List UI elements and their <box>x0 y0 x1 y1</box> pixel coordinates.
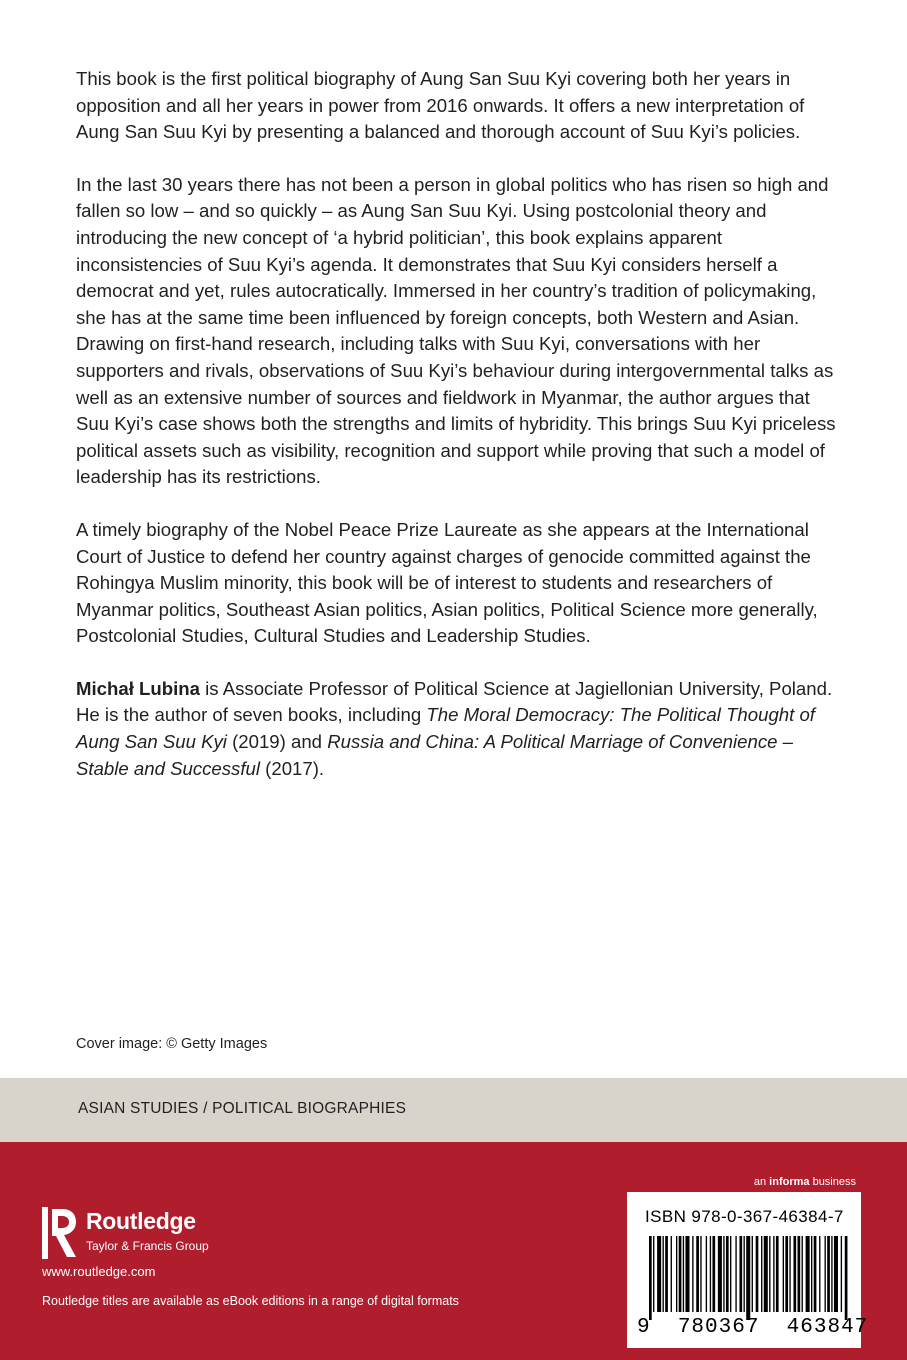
barcode-bar <box>665 1236 668 1312</box>
barcode-bar <box>841 1236 842 1312</box>
barcode-digit-lead: 9 <box>637 1316 651 1339</box>
barcode-bar <box>756 1236 759 1312</box>
author-bio-text-1: is Associate Professor of Political Science at Jagiellonian University, Poland. He is the author of seven books, including <box>76 677 833 726</box>
barcode-bar <box>712 1236 715 1312</box>
barcode-digits-left: 780367 <box>677 1316 760 1339</box>
barcode-bar <box>746 1236 750 1320</box>
author-bio-text-3: (2017). <box>260 757 325 779</box>
publisher-name: Routledge <box>86 1208 196 1234</box>
informa-brand: informa <box>769 1176 810 1188</box>
barcode-bar <box>692 1236 693 1312</box>
informa-suffix: business <box>809 1176 856 1188</box>
barcode-bar <box>696 1236 699 1312</box>
author-book-title-1: The Moral Democracy: The Political Thought of Aung San Suu Kyi <box>76 704 815 753</box>
barcode-bar <box>685 1236 689 1312</box>
barcode-bar <box>834 1236 838 1312</box>
barcode-bar <box>845 1236 848 1320</box>
barcode-digits-right: 463847 <box>786 1316 869 1339</box>
barcode-bar <box>700 1236 701 1312</box>
barcode-bar <box>653 1236 654 1312</box>
barcode-bar <box>773 1236 774 1312</box>
barcode-bar <box>649 1236 652 1320</box>
barcode-bar <box>663 1236 664 1312</box>
barcode-bar <box>806 1236 810 1312</box>
barcode-bar <box>676 1236 677 1312</box>
barcode-bar <box>761 1236 762 1312</box>
barcode-bar <box>783 1236 784 1312</box>
blurb-paragraph-3: A timely biography of the Nobel Peace Prize Laureate as she appears at the International Court of Justice to defend her country against charges of genocide committed against the Rohingya Muslim minority, this book will be of interest to students and researchers of Myanmar politics, Southeast Asian politics, Asian politics, Political Science more generally, Postcolonial Studies, Cultural Studies and Leadership Studies. <box>76 518 818 647</box>
barcode-bar <box>776 1236 779 1312</box>
publisher-band <box>0 1142 907 1360</box>
barcode-bar <box>764 1236 768 1312</box>
informa-tagline <box>754 1176 856 1188</box>
barcode-bar <box>739 1236 742 1312</box>
subject-band <box>0 1078 907 1142</box>
publisher-group: Taylor & Francis Group <box>86 1239 209 1253</box>
barcode-bar <box>793 1236 796 1312</box>
author-bio-text-2: (2019) and <box>226 731 328 753</box>
author-bio <box>76 676 836 782</box>
barcode-bar <box>819 1236 820 1312</box>
back-cover-blurb <box>76 66 836 808</box>
informa-prefix: an <box>753 1176 770 1188</box>
barcode-bar <box>744 1236 745 1312</box>
barcode-bar <box>769 1236 770 1312</box>
blurb-paragraph-2: In the last 30 years there has not been a person in global politics who has risen so high and fallen so low – and so quickly – as Aung San Suu Kyi. Using postcolonial theory and introducing the new concept of ‘a hybrid politician’, this book explains apparent inconsistencies of Suu Kyi’s agenda. It demonstrates that Suu Kyi considers herself a democrat and yet, rules autocratically. Immersed in her country’s tradition of policymaking, she has at the same time been influenced by foreign concepts, both Western and Asian. Drawing on first-hand research, including talks with Suu Kyi, conversations with her supporters and rivals, observations of Suu Kyi’s behaviour during intergovernmental talks as well as an extensive number of sources and fieldwork in Myanmar, the author argues that Suu Kyi’s case shows both the strengths and limits of hybridity. This brings Suu Kyi priceless political assets such as visibility, recognition and support while proving that such a model of leadership has its restrictions. <box>76 173 836 488</box>
barcode-bar <box>785 1236 788 1312</box>
barcode-bar <box>814 1236 817 1312</box>
barcode-bar <box>752 1236 753 1312</box>
subject-category: ASIAN STUDIES / POLITICAL BIOGRAPHIES <box>78 1100 407 1117</box>
barcode-bar <box>827 1236 830 1312</box>
barcode-bar <box>726 1236 729 1312</box>
barcode-bar <box>831 1236 832 1312</box>
barcode-bar <box>789 1236 790 1312</box>
barcode-bar <box>710 1236 711 1312</box>
barcode-bar <box>706 1236 707 1312</box>
isbn-label: ISBN 978-0-367-46384-7 <box>645 1207 844 1226</box>
author-name: Michał Lubina <box>76 677 200 699</box>
barcode-bar <box>657 1236 661 1312</box>
blurb-paragraph-1: This book is the first political biography of Aung San Suu Kyi covering both her years in opposition and all her years in power from 2016 onwards. It offers a new interpretation of Aung San Suu Kyi by presenting a balanced and thorough account of Suu Kyi’s policies. <box>76 68 805 143</box>
ebook-note: Routledge titles are available as eBook editions in a range of digital formats <box>42 1294 459 1308</box>
barcode-bar <box>802 1236 803 1312</box>
barcode-bar <box>679 1236 682 1312</box>
barcode-bar <box>718 1236 722 1312</box>
cover-image-credit: Cover image: © Getty Images <box>76 1036 268 1052</box>
routledge-logo-icon <box>42 1207 78 1259</box>
barcode-bar <box>811 1236 812 1312</box>
barcode-bar <box>735 1236 736 1312</box>
author-book-title-2: Russia and China: A Political Marriage of Convenience – Stable and Successful <box>76 731 793 779</box>
barcode-bar <box>825 1236 826 1312</box>
barcode-bar <box>671 1236 672 1312</box>
barcode-bar <box>730 1236 731 1312</box>
publisher-website: www.routledge.com <box>42 1264 156 1279</box>
barcode-bar <box>798 1236 801 1312</box>
barcode-bar <box>723 1236 724 1312</box>
isbn-barcode-box <box>627 1192 869 1348</box>
barcode-digits <box>637 1316 868 1339</box>
barcode-bar <box>683 1236 684 1312</box>
